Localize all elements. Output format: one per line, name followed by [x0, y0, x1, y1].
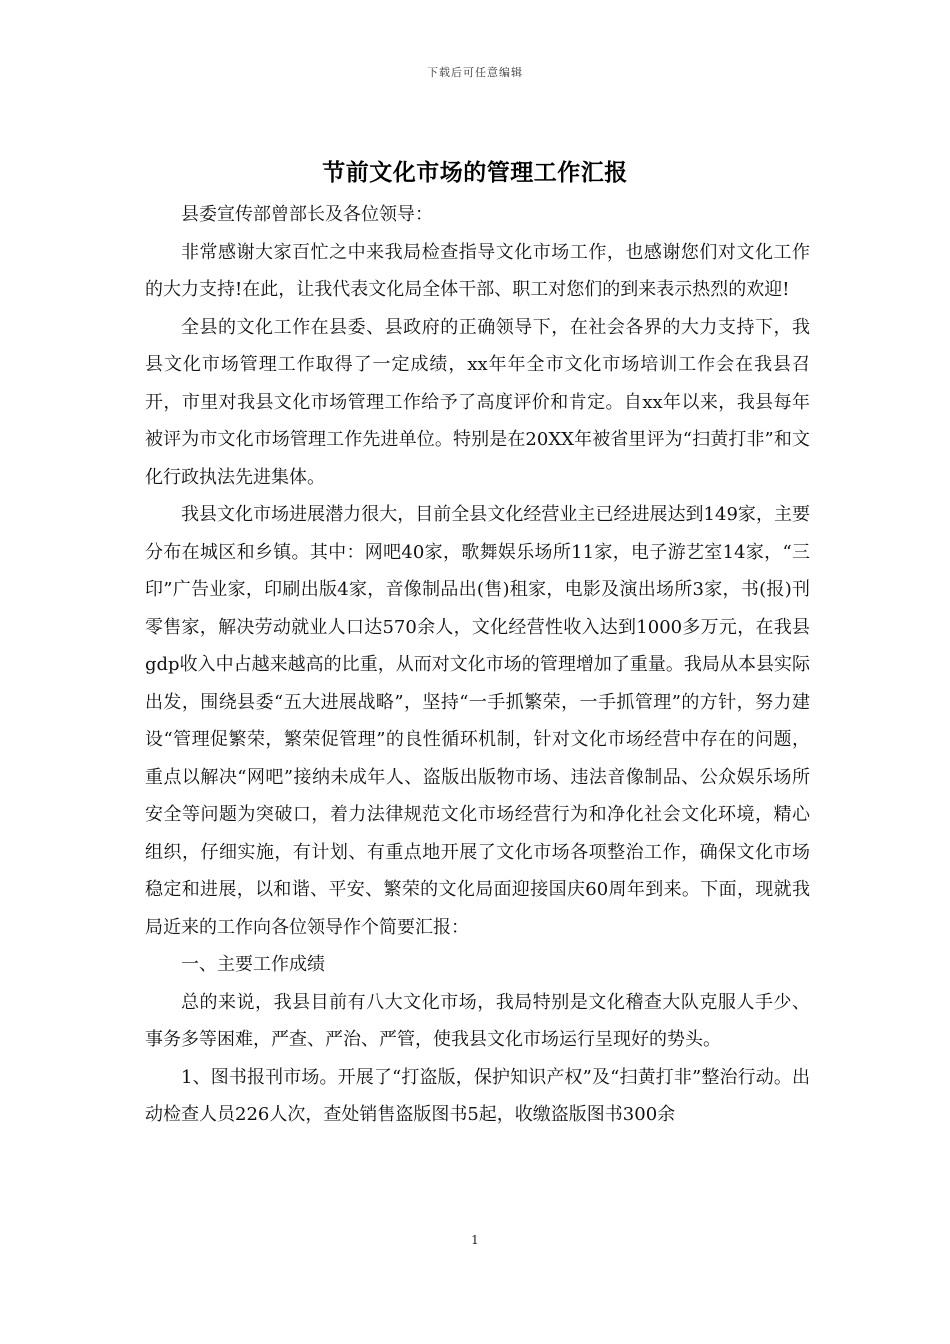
- paragraph-welcome: 非常感谢大家百忙之中来我局检查指导文化市场工作，也感谢您们对文化工作的大力支持!在此，让我代表文化局全体干部、职工对您们的到来表示热烈的欢迎!: [145, 241, 810, 300]
- paragraph-summary: 总的来说，我县目前有八大文化市场，我局特别是文化稽查大队克服人手少、事务多等困难，严查、严治、严管，使我县文化市场运行呈现好的势头。: [145, 991, 810, 1050]
- paragraph-book-market: 1、图书报刊市场。开展了“打盗版，保护知识产权”及“扫黄打非”整治行动。出动检查人员226人次，查处销售盗版图书5起，收缴盗版图书300余: [145, 1066, 810, 1125]
- paragraph-market-overview: 我县文化市场进展潜力很大，目前全县文化经营业主已经进展达到149家，主要分布在城区和乡镇。其中：网吧40家，歌舞娱乐场所11家，电子游艺室14家，“三印”广告业家，印刷出版4家，音像制品出(售)租家，电影及演出场所3家，书(报)刊零售家，解决劳动就业人口达570余人，文化经营性收入达到1000多万元，在我县gdp收入中占越来越高的比重，从而对文化市场的管理增加了重量。我局从本县实际出发，围绕县委“五大进展战略”，坚持“一手抓繁荣，一手抓管理”的方针，努力建设“管理促繁荣，繁荣促管理”的良性循环机制，针对文化市场经营中存在的问题，重点以解决“网吧”接纳未成年人、盗版出版物市场、违法音像制品、公众娱乐场所安全等问题为突破口，着力法律规范文化市场经营行为和净化社会文化环境，精心组织，仔细实施，有计划、有重点地开展了文化市场各项整治工作，确保文化市场稳定和进展，以和谐、平安、繁荣的文化局面迎接国庆60周年到来。下面，现就我局近来的工作向各位领导作个简要汇报：: [145, 504, 810, 938]
- document-title: 节前文化市场的管理工作汇报: [322, 159, 628, 186]
- paragraph-achievements: 全县的文化工作在县委、县政府的正确领导下，在社会各界的大力支持下，我县文化市场管理工作取得了一定成绩，xx年年全市文化市场培训工作会在我县召开，市里对我县文化市场管理工作给予了高度评价和肯定。自xx年以来，我县每年被评为市文化市场管理工作先进单位。特别是在20XX年被省里评为“扫黄打非”和文化行政执法先进集体。: [145, 316, 810, 488]
- page-number: 1: [471, 1233, 479, 1247]
- salutation: 县委宣传部曾部长及各位领导：: [181, 204, 433, 225]
- document-body: [145, 196, 810, 1134]
- header-note: 下载后可任意编辑: [427, 66, 523, 79]
- section-heading: 一、主要工作成绩: [181, 954, 325, 975]
